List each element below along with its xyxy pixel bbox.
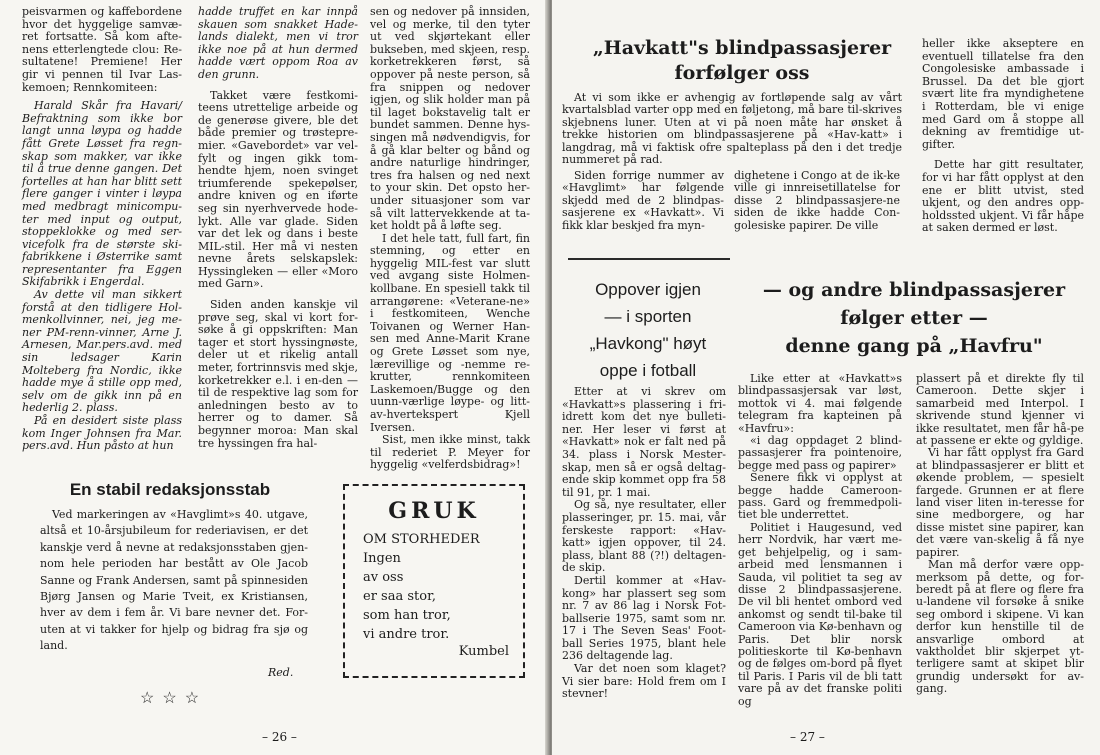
headline-line: — og andre blindpassasjerer	[762, 279, 1066, 301]
headline-line: oppe i fotball	[599, 361, 697, 380]
paragraph: sen og nedover på innsiden, vel og merke, til den tyter ut ved skjørtekant eller bukseben, med skjeen, resp. korketrekkeren først, så oppover på neste person, så fra snippen og nedover igjen, og slik holder man på til laget bokstavelig talt er bundet sammen. Denne hys-singen må nødvendigvis, for å gå klar belter og bånd og andre naturlige hindringer, tres fra halsen og ned next to your skin. Det opsto her-under situasjoner som var så vilt lattervekkende at ta-ket holdt på å løfte seg.	[370, 5, 530, 233]
page-number: – 27 –	[790, 730, 825, 744]
gruk-title: GRUK	[388, 498, 480, 524]
right-page	[552, 0, 1100, 755]
paragraph: Like etter at «Havkatt»s blindpassasjersak var løst, mottok vi 4. mai følgende telegram fra kapteinen på «Havfru»:	[738, 372, 902, 435]
poem-line: av oss	[363, 570, 404, 585]
poem-line: er saa stor,	[363, 589, 436, 604]
havkatt-column-1	[562, 170, 724, 232]
gruk-author: Kumbel	[458, 644, 509, 659]
havfru-headline	[738, 276, 1090, 360]
stab-headline: En stabil redaksjonsstab	[69, 480, 271, 499]
headline-line: „Havkatt"s blindpassasjerer	[592, 37, 892, 59]
poem-line: som han tror,	[363, 608, 451, 623]
poem-line: OM STORHEDER	[363, 532, 480, 547]
havkatt-intro	[562, 92, 902, 166]
paragraph: peisvarmen og kaffebordene hvor det hyggelige samvæ-ret fortsatte. Så kom afte-nens etterlengtede clou: Re-sultatene! Premiene! Her gir vi pennen til Ivar Las-kemoen; Rennkomiteen:	[22, 5, 182, 94]
paragraph: I det hele tatt, full fart, fin stemning, og etter en hyggelig MIL-fest var slutt ved avgang siste Holmen-kollbane. En spesiell takk til arrangørene: «Veterane-ne» i festkomiteen, Wenche Toivanen og Werner Han-sen med Anne-Marit Krane og Grete Løsset som nye, lærevillige og -nemme re-krutter, rennkomiteen Laskemoen/Bugge og den uunn-værlige løype- og litt-av-hvertekspert Kjell Iversen.	[370, 231, 530, 434]
headline-line: „Havkong" høyt	[589, 334, 707, 353]
paragraph: Siden anden kanskje vil prøve seg, skal vi kort for-søke å gi oppskriften: Man tager et stort hyssingnøste, deler ut et rikelig antall meter, fortrinnsvis med skje, korketrekker e.l. i en-den — til de respektive lag som for anledningen besto av to herrer og to damer. Så begynner moroa: Man skal tre hyssingen fra hal-	[198, 298, 358, 450]
headline-line: Oppover igjen	[595, 280, 701, 299]
havfru-column-2	[916, 373, 1084, 696]
sport-headline	[566, 276, 730, 384]
paragraph: Harald Skår fra Havari/ Befraktning som ikke bor langt unna løypa og hadde fått Grete Løsset fra regn-skap som makker, var ikke til å true denne gangen. Det fortelles at han har blitt sett flere ganger i vinter i løypa med medbragt minicompu-ter med input og output, stoppeklokke og med ser-vicefolk fra de største ski-fabrikkene i Østerrike samt representanter fra Eggen Skifabrikk i Engerdal.	[22, 99, 182, 289]
paragraph: Sist, men ikke minst, takk til rederiet P. Meyer for hyggelig «velferdsbidrag»!	[370, 433, 530, 472]
gruk-poem	[363, 530, 480, 644]
paragraph: plassert på et direkte fly til Cameroon. Dette skjer i samarbeid med Interpol. I skrivende stund kjenner vi ikke resultatet, men får hå-pe at passene er ekte og gyldige.	[916, 372, 1084, 448]
headline-line: følger etter —	[840, 307, 988, 329]
paragraph: Var det noen som klaget? Vi sier bare: Hold frem om I stevner!	[562, 662, 726, 701]
paragraph: Ved markeringen av «Havglimt»s 40. utgave, altså et 10-årsjubileum for rederiavisen, er det kanskje verd å nevne at redaksjonsstaben gjen-nom hele perioden har bestått av Ole Jacob Sanne og Frank Andersen, samt på spinnesiden Bjørg Jansen og Marie Tveit, ex Kristiansen, hver av dem i fem år. Vi bare nevner det. For-uten at vi takker for hjelp og bidrag fra sjø og land.	[40, 508, 308, 653]
left-page	[0, 0, 548, 755]
paragraph: Senere fikk vi opplyst at begge hadde Cameroon-pass. Gard og fremmedpoli-tiet ble underrettet.	[738, 471, 902, 522]
divider	[568, 258, 730, 260]
paragraph: Dette har gitt resultater, for vi har fått opplyst at den ene er blitt utvist, sted ukjent, og den andres opp-holdssted ukjent. Vi får håpe at saken dermed er løst.	[922, 158, 1084, 235]
star-ornament-icon: ☆☆☆	[140, 688, 208, 707]
paragraph: Politiet i Haugesund, ved herr Nordvik, har vært me-get behjelpelig, og i sam-arbeid med lensmannen i Sauda, vil politiet ta seg av disse 2 blindpassasjerene. De vil bli hentet ombord ved ankomst og sendt til-bake til Cameroon via Kø-benhavn og Paris. Det blir norsk politieskorte til Kø-benhavn og de følges om-bord på flyet til Paris. I Paris vil de bli tatt vare på av det franske politi og	[738, 520, 902, 708]
paragraph: På en desidert siste plass kom Inger Johnsen fra Mar. pers.avd. Hun påsto at hun	[22, 414, 182, 453]
article-column-1	[22, 6, 182, 453]
paragraph: Dertil kommer at «Hav-kong» har plassert seg som nr. 7 av 86 lag i Norsk Fot-ballserie 1975, samt som nr. 17 i The Seven Seas' Foot-ball Series 1975, blant hele 236 deltagende lag.	[562, 573, 726, 663]
paragraph: Av dette vil man sikkert forstå at den tidligere Hol-menkollvinner, nei, jeg me-ner PM-renn-vinner, Arne J. Arnesen, Mar.pers.avd. med sin ledsager Karin Molteberg fra Nordic, ikke hadde mye å stille opp med, selv om de gikk inn på en hederlig 2. plass.	[22, 288, 182, 415]
gruk-box	[343, 484, 525, 678]
page-number: – 26 –	[262, 730, 297, 744]
havfru-column-1	[738, 373, 902, 708]
paragraph: Og så, nye resultater, eller plasseringer, pr. 15. mai, vår ferskeste rapport: «Hav-katt» igjen oppover, til 24. plass, blant 88 (?!) deltagen-de skip.	[562, 498, 726, 575]
signature: Red.	[268, 666, 294, 679]
article-column-3	[370, 6, 530, 472]
sport-article	[562, 386, 726, 701]
poem-line: vi andre tror.	[363, 627, 450, 642]
paragraph: dighetene i Congo at de ik-ke ville gi innreisetillatelse for disse 2 blindpassasjere-ne siden de ikke hadde Con-golesiske papirer. De ville	[734, 169, 900, 232]
paragraph: At vi som ikke er avhengig av fortløpende salg av vårt kvartalsblad varter opp med en føljetong, må bare til-skrives skjebnens luner. Uten at vi på noen måte har ønsket å trekke historien om blindpassasjerene på «Hav-katt» i langdrag, må vi faktisk ofre spalteplass på den i det tredje nummeret på rad.	[562, 91, 902, 167]
article-column-2	[198, 6, 358, 450]
poem-line: Ingen	[363, 551, 401, 566]
havkatt-headline	[582, 36, 902, 86]
paragraph: Siden forrige nummer av «Havglimt» har følgende skjedd med de 2 blindpas-sasjerene ex «Havkatt». Vi fikk klar beskjed fra myn-	[562, 169, 724, 232]
paragraph: Man må derfor være opp-merksom på dette, og for-beredt på at flere og flere fra u-landene vil forsøke å snike seg ombord i skipene. Vi kan derfor kun henstille til de ansvarlige ombord at vaktholdet blir skjerpet yt-terligere samt at skipet blir grundig undersøkt for av-gang.	[916, 558, 1084, 696]
havkatt-column-2	[734, 170, 900, 232]
headline-line: denne gang på „Havfru"	[785, 335, 1043, 357]
paragraph: Etter at vi skrev om «Havkatt»s plassering i fri-idrett kom det nye bulleti-ner. Her leser vi først at «Havkatt» nok er falt ned på 34. plass i Norsk Mester-skap, men så er også deltag-ende skip kommet opp fra 58 til 91, pr. 1 mai.	[562, 385, 726, 499]
paragraph: «i dag oppdaget 2 blind-passasjerer fra pointenoire, begge med pass og papirer»	[738, 434, 902, 472]
headline-line: forfølger oss	[674, 62, 810, 84]
headline-line: — i sporten	[604, 307, 692, 326]
paragraph: Vi har fått opplyst fra Gard at blindpassasjerer er blitt et økende problem, — spesielt fargede. Grunnen er at flere land viser liten in-teresse for sine medborgere, og har disse mistet sine papirer, kan det være van-skelig å få nye papirer.	[916, 446, 1084, 559]
paragraph: hadde truffet en kar innpå skauen som snakket Hade-lands dialekt, men vi tror ikke noe på at hun dermed hadde vært oppom Roa av den grunn.	[198, 5, 358, 81]
havkatt-column-3	[922, 38, 1084, 235]
stab-article	[40, 507, 308, 655]
paragraph: heller ikke akseptere en eventuell tillatelse fra den Congolesiske ambassade i Brussel. Da det ble gjort svært lite fra myndighetene i Rotterdam, ble vi enige med Gard om å stoppe all dekning av fremtidige ut-gifter.	[922, 37, 1084, 151]
paragraph: Takket være festkomi-teens utrettelige arbeide og de generøse givere, ble det både premier og trøstepre-mier. «Gavebordet» var vel-fylt og ingen gikk tom-hendte hjem, noen svinget triumferende spekepølser, andre kniven og en iførte seg sin nyerhvervede hode-lykt. Alle var glade. Siden var det lek og dans i beste MIL-stil. Her må vi nesten nevne årets selskapslek: Hyssingleken — eller «Moro med Garn».	[198, 88, 358, 291]
